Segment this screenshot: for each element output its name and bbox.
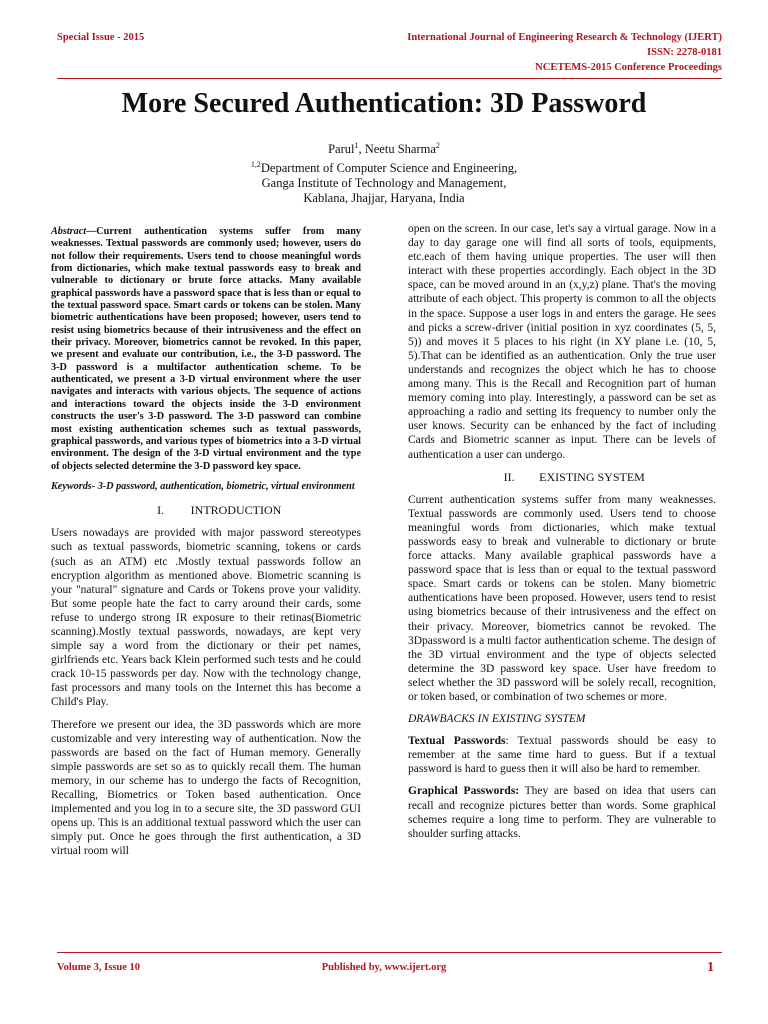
- issue-label: Special Issue - 2015: [57, 32, 145, 43]
- graphical-passwords-paragraph: [408, 784, 716, 840]
- affiliation-line-3: Kablana, Jhajjar, Haryana, India: [303, 191, 465, 206]
- left-column: [51, 226, 361, 866]
- author-block: [0, 138, 768, 206]
- author-2: Neetu Sharma: [364, 142, 436, 157]
- author-line: [0, 138, 768, 157]
- author-1-sup: 1: [354, 141, 359, 150]
- section-title: EXISTING SYSTEM: [539, 469, 645, 484]
- issn: ISSN: 2278-0181: [647, 47, 722, 58]
- intro-paragraph-2: Therefore we present our idea, the 3D passwords which are more customizable and very interesting way of authentication. Now the passwords are based on the fact of Human memory. Generally simple passwords are set so as to quickly recall them. The human memory, in our scheme has to undergo the facts of Recognition, Recalling, Biometrics or Token based authentication. Once implemented and you log in to a secure site, the 3D password GUI opens up. This is an additional textual password which the user can simply put. Once he goes through the first authentication, a 3D virtual room will: [51, 718, 361, 858]
- paper-title: More Secured Authentication: 3D Password: [121, 88, 647, 119]
- section-heading-existing-system: [408, 470, 716, 484]
- affiliation: [0, 157, 768, 206]
- section-number: I.: [157, 503, 165, 518]
- existing-system-paragraph: Current authentication systems suffer from many weaknesses. Textual passwords are commonly used. Users tend to choose meaningful words from dictionaries, which make textual passwords easy to break and vulnerable to dictionary or brute force attacks. Many available graphical passwords have a password space that is less than or equal to the textual password space. Smart cards or tokens can be stolen. Many biometric authentications have been proposed. However, users tend to resist using biometrics because of their intrusiveness and the effect on their privacy. Moreover, biometrics cannot be revoked. The 3Dpassword is a multi factor authentication scheme. The design of the 3D virtual environment and the type of objects selected determine the 3D password key space. User have freedom to select whether the 3D password will be solely recall, recognition, or token based, or combination of two schemes or more.: [408, 493, 716, 703]
- section-heading-introduction: [51, 503, 361, 517]
- conference-proceedings: NCETEMS-2015 Conference Proceedings: [535, 62, 722, 73]
- graphical-passwords-label: Graphical Passwords:: [408, 785, 520, 798]
- keywords: Keywords- 3-D password, authentication, biometric, virtual environment: [51, 480, 355, 492]
- header-rule: [57, 78, 722, 79]
- subsection-drawbacks: DRAWBACKS IN EXISTING SYSTEM: [408, 713, 586, 726]
- textual-passwords-paragraph: [408, 734, 716, 776]
- page-number: 1: [707, 960, 714, 975]
- textual-passwords-text: : Textual passwords should be easy to remember at the same time hard to guess. But if a textual password is hard to guess then it will also be hard to remember.: [408, 735, 716, 776]
- journal-name: International Journal of Engineering Research & Technology (IJERT): [407, 32, 722, 43]
- affiliation-line-1: Department of Computer Science and Engineering,: [260, 161, 518, 176]
- section-title: INTRODUCTION: [190, 503, 282, 518]
- section-number: II.: [503, 469, 515, 484]
- affiliation-sup: 1,2: [250, 160, 261, 170]
- author-separator: ,: [358, 142, 365, 157]
- author-2-sup: 2: [435, 141, 440, 150]
- abstract: [51, 226, 361, 473]
- graphical-passwords-text: They are based on idea that users can recall and recognize pictures better than words. Some graphical schemes require a long time to perform. They are vulnerable to shoulder surfing attacks.: [408, 785, 716, 840]
- intro-paragraph-3: open on the screen. In our case, let's say a virtual garage. Now in a day to day garage one will find all sorts of tools, equipments, etc.each of them having unique properties. The user will then interact with these properties accordingly. Each object in the 3D space, can be moved around in an (x,y,z) plane. That's the moving attribute of each object. This property is common to all the objects in the space. Suppose a user logs in and enters the garage. He sees and picks a screw-driver (initial position in xyz coordinates (5, 5, 5)) and moves it 5 places to his right (in XY plane i.e. (10, 5, 5).That can be identified as an authentication. Only the true user understands and recognizes the object which he has to choose among many. This is the Recall and Recognition part of human memory coming into play. Interestingly, a password can be set as approaching a radio and setting its frequency to number only the user knows. Security can be enhanced by the fact of including Cards and Biometric scanner as input. There can be levels of authentication a user can undergo.: [408, 223, 716, 461]
- right-column: [408, 222, 716, 849]
- volume-issue: Volume 3, Issue 10: [57, 962, 141, 973]
- abstract-label: Abstract: [51, 226, 87, 237]
- affiliation-line-2: Ganga Institute of Technology and Management,: [261, 176, 507, 191]
- publisher-link[interactable]: Published by, www.ijert.org: [321, 962, 447, 973]
- abstract-text: —Current authentication systems suffer from many weaknesses. Textual passwords are commonly used; however, users do not follow their requirements. Users tend to choose meaningful words from dictionaries, which make textual passwords easy to break and vulnerable to dictionary or brute force attacks. Many available graphical passwords have a password space that is less than or equal to the textual password space. Smart cards or tokens can be stolen. Many biometric authentications have been proposed; however, users tend to resist using biometrics because of their intrusiveness and the effect on their privacy. Moreover, biometrics cannot be revoked. In this paper, we present and evaluate our contribution, i.e., the 3-D password. The 3-D password is a multifactor authentication scheme. To be authenticated, we present a 3-D virtual environment where the user navigates and interacts with various objects. The sequence of actions and interactions toward the objects inside the 3-D environment constructs the user's 3-D password. The 3-D password can combine most existing authentication schemes such as textual passwords, graphical passwords, and various types of biometrics into a 3-D virtual environment. The design of the 3-D virtual environment and the type of objects selected determine the 3-D password key space.: [51, 226, 361, 472]
- intro-paragraph-1: Users nowadays are provided with major password stereotypes such as textual passwords, biometric scanning, tokens or cards (such as an ATM) etc .Mostly textual passwords follow an encryption algorithm as mentioned above. Biometric scanning is your "natural" signature and Cards or Tokens prove your validity. But some people hate the fact to carry around their cards, some refuse to undergo strong IR exposure to their retinas(Biometric scanning).Mostly textual passwords, nowadays, are kept very simple say a word from the dictionary or their pet names, girlfriends etc. Years back Klein performed such tests and he could crack 10-15 passwords per day. Now with the technology change, fast processors and many tools on the Internet this has become a Child's Play.: [51, 527, 361, 709]
- textual-passwords-label: Textual Passwords: [408, 735, 506, 748]
- author-1: Parul: [328, 142, 355, 157]
- footer-rule: [57, 952, 722, 953]
